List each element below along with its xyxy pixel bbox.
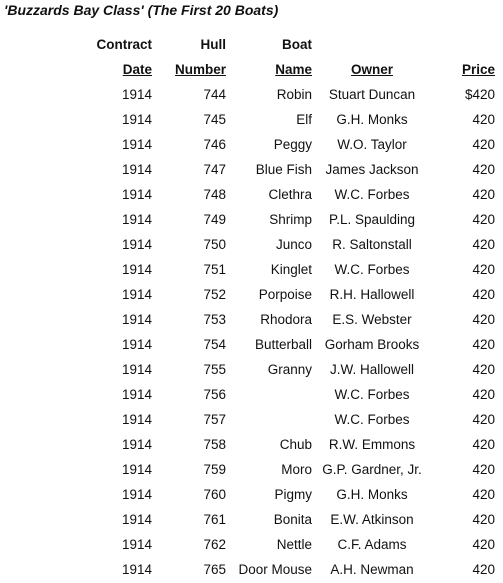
cell-hull-number: 744 — [203, 87, 226, 102]
cell-date: 1914 — [121, 562, 152, 577]
cell-price: 420 — [472, 337, 495, 352]
cell-date: 1914 — [121, 537, 152, 552]
cell-hull-number: 752 — [203, 287, 226, 302]
cell-hull-number: 745 — [203, 112, 226, 127]
cell-date: 1914 — [121, 187, 152, 202]
cell-owner: G.P. Gardner, Jr. — [322, 462, 422, 477]
header-name: Name — [275, 62, 312, 77]
cell-owner: J.W. Hallowell — [329, 362, 415, 377]
cell-price: $420 — [464, 87, 495, 102]
cell-price: 420 — [472, 437, 495, 452]
header-price: Price — [461, 62, 495, 77]
cell-hull-number: 760 — [203, 487, 226, 502]
cell-boat-name: Kinglet — [270, 262, 312, 277]
cell-price: 420 — [472, 362, 495, 377]
cell-date: 1914 — [121, 512, 152, 527]
cell-owner: A.H. Newman — [330, 562, 414, 577]
cell-price: 420 — [472, 262, 495, 277]
cell-boat-name: Nettle — [276, 537, 312, 552]
header-hull: Hull — [200, 37, 226, 52]
cell-date: 1914 — [121, 137, 152, 152]
cell-owner: Gorham Brooks — [324, 337, 420, 352]
cell-hull-number: 757 — [203, 412, 226, 427]
cell-date: 1914 — [121, 412, 152, 427]
cell-boat-name: Pigmy — [274, 487, 312, 502]
cell-price: 420 — [472, 487, 495, 502]
header-boat: Boat — [282, 37, 312, 52]
cell-owner: R.H. Hallowell — [329, 287, 415, 302]
cell-price: 420 — [472, 112, 495, 127]
cell-date: 1914 — [121, 162, 152, 177]
cell-hull-number: 751 — [203, 262, 226, 277]
cell-price: 420 — [472, 137, 495, 152]
page-title: 'Buzzards Bay Class' (The First 20 Boats) — [4, 2, 279, 18]
cell-date: 1914 — [121, 212, 152, 227]
cell-boat-name: Junco — [275, 237, 312, 252]
cell-owner: W.C. Forbes — [334, 187, 410, 202]
cell-owner: W.C. Forbes — [334, 387, 410, 402]
cell-boat-name: Rhodora — [260, 312, 312, 327]
cell-price: 420 — [472, 412, 495, 427]
header-owner: Owner — [350, 62, 393, 77]
cell-boat-name: Bonita — [273, 512, 312, 527]
header-contract: Contract — [96, 37, 152, 52]
cell-owner: Stuart Duncan — [328, 87, 416, 102]
cell-date: 1914 — [121, 362, 152, 377]
cell-date: 1914 — [121, 112, 152, 127]
cell-boat-name: Elf — [296, 112, 312, 127]
cell-price: 420 — [472, 312, 495, 327]
cell-price: 420 — [472, 212, 495, 227]
cell-owner: G.H. Monks — [336, 112, 408, 127]
cell-price: 420 — [472, 162, 495, 177]
cell-price: 420 — [472, 387, 495, 402]
cell-date: 1914 — [121, 87, 152, 102]
cell-price: 420 — [472, 562, 495, 577]
header-number: Number — [174, 62, 226, 77]
cell-owner: E.W. Atkinson — [330, 512, 414, 527]
cell-date: 1914 — [121, 337, 152, 352]
cell-date: 1914 — [121, 312, 152, 327]
cell-price: 420 — [472, 462, 495, 477]
cell-hull-number: 756 — [203, 387, 226, 402]
cell-hull-number: 753 — [203, 312, 226, 327]
cell-hull-number: 762 — [203, 537, 226, 552]
cell-hull-number: 755 — [203, 362, 226, 377]
cell-owner: James Jackson — [325, 162, 419, 177]
cell-price: 420 — [472, 287, 495, 302]
cell-price: 420 — [472, 237, 495, 252]
cell-owner: W.C. Forbes — [334, 262, 410, 277]
cell-owner: R.W. Emmons — [328, 437, 416, 452]
cell-owner: W.C. Forbes — [334, 412, 410, 427]
cell-boat-name: Clethra — [268, 187, 312, 202]
cell-boat-name: Door Mouse — [238, 562, 312, 577]
cell-date: 1914 — [121, 437, 152, 452]
cell-date: 1914 — [121, 262, 152, 277]
cell-hull-number: 746 — [203, 137, 226, 152]
cell-owner: G.H. Monks — [336, 487, 408, 502]
cell-boat-name: Moro — [281, 462, 312, 477]
cell-date: 1914 — [121, 487, 152, 502]
cell-owner: P.L. Spaulding — [328, 212, 416, 227]
cell-price: 420 — [472, 187, 495, 202]
cell-hull-number: 765 — [203, 562, 226, 577]
cell-hull-number: 761 — [203, 512, 226, 527]
cell-price: 420 — [472, 537, 495, 552]
cell-hull-number: 758 — [203, 437, 226, 452]
cell-price: 420 — [472, 512, 495, 527]
cell-owner: E.S. Webster — [332, 312, 412, 327]
cell-date: 1914 — [121, 237, 152, 252]
cell-hull-number: 749 — [203, 212, 226, 227]
cell-boat-name: Chub — [279, 437, 312, 452]
cell-hull-number: 748 — [203, 187, 226, 202]
cell-date: 1914 — [121, 387, 152, 402]
cell-boat-name: Porpoise — [258, 287, 312, 302]
cell-hull-number: 754 — [203, 337, 226, 352]
cell-owner: C.F. Adams — [337, 537, 407, 552]
cell-date: 1914 — [121, 462, 152, 477]
cell-boat-name: Peggy — [273, 137, 312, 152]
cell-owner: R. Saltonstall — [332, 237, 412, 252]
cell-owner: W.O. Taylor — [337, 137, 407, 152]
cell-boat-name: Robin — [276, 87, 312, 102]
header-date: Date — [122, 62, 152, 77]
cell-boat-name: Blue Fish — [255, 162, 312, 177]
cell-hull-number: 759 — [203, 462, 226, 477]
cell-boat-name: Shrimp — [269, 212, 312, 227]
cell-date: 1914 — [121, 287, 152, 302]
cell-boat-name: Granny — [267, 362, 312, 377]
cell-hull-number: 750 — [203, 237, 226, 252]
cell-hull-number: 747 — [203, 162, 226, 177]
cell-boat-name: Butterball — [254, 337, 312, 352]
